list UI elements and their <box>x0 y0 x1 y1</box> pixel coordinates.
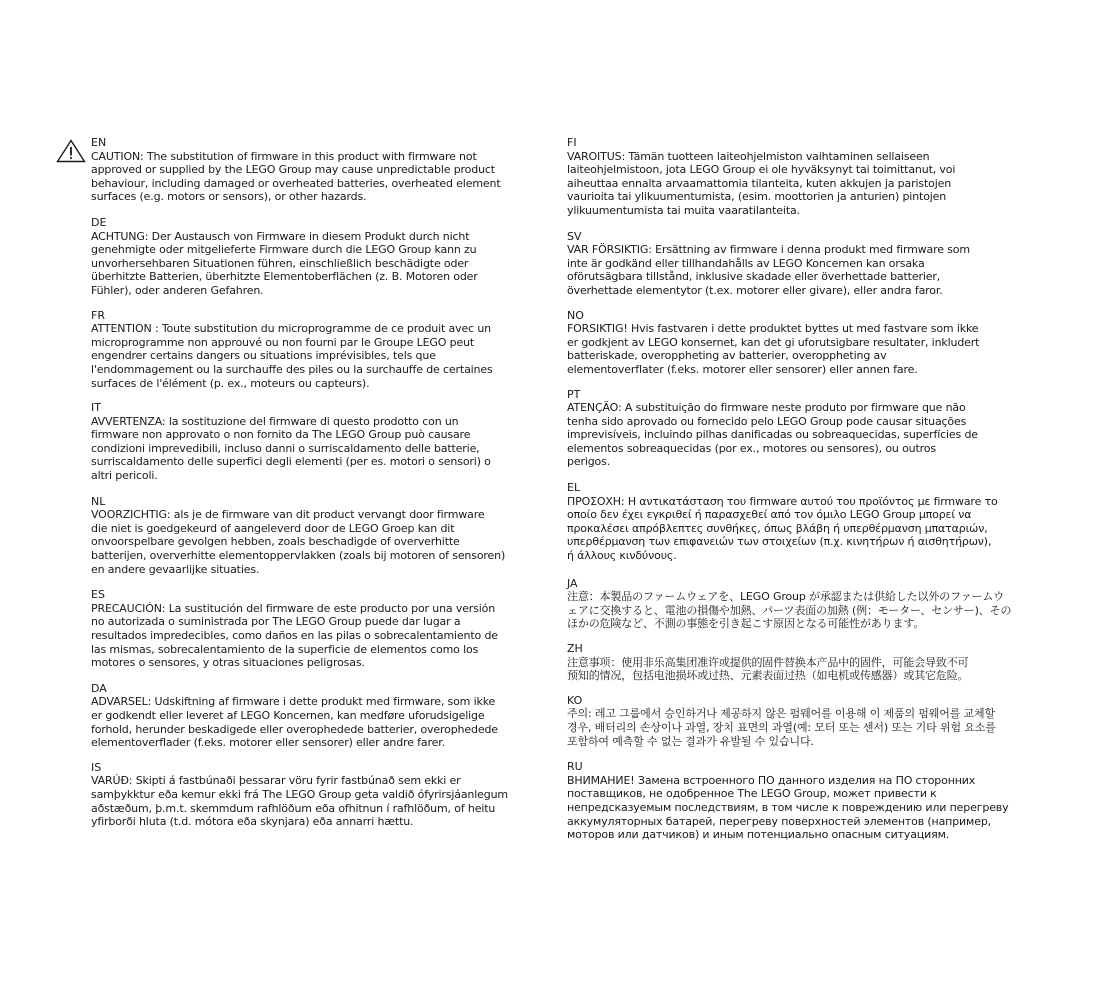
warning-section-it <box>91 401 551 483</box>
warning-text-line: aiheuttaa ennalta arvaamattomia tilanteita, kuten akkujen ja paristojen <box>567 176 952 190</box>
language-code: EN <box>91 136 107 149</box>
warning-text-line: er godkendt eller leveret af LEGO Koncernen, kan medføre uforudsigelige <box>91 708 485 722</box>
warning-text-line: motores o sensores, y otras situaciones peligrosas. <box>91 656 365 670</box>
warning-text-line: VARÚÐ: Skipti á fastbúnaði þessarar vöru fyrir fastbúnað sem ekki er <box>91 774 461 788</box>
left-column <box>91 124 551 829</box>
warning-text-line: AVVERTENZA: la sostituzione del firmware di questo prodotto con un <box>91 414 459 428</box>
warning-text-line: ATENÇÃO: A substituição do firmware neste produto por firmware que não <box>567 401 966 415</box>
warning-text-line: laiteohjelmistoon, jota LEGO Group ei ole hyväksynyt tai toimittanut, voi <box>567 163 956 177</box>
warning-text-line: 포함하여 예측할 수 없는 결과가 유발될 수 있습니다. <box>567 734 814 748</box>
warning-text-line: моторов или датчиков) и иным потенциально опасным ситуациям. <box>567 828 950 842</box>
warning-section-fr <box>91 309 551 391</box>
warning-text-line: VAR FÖRSIKTIG: Ersättning av firmware i denna produkt med firmware som <box>567 243 970 257</box>
warning-text-line: ylikuumentumista tai muita vaaratilanteita. <box>567 203 800 217</box>
warning-text-line: genehmigte oder mitgelieferte Firmware durch die LEGO Group kann zu <box>91 243 477 257</box>
warning-text-line: 주의: 레고 그룹에서 승인하거나 제공하지 않은 펌웨어를 이용해 이 제품의 펌웨어를 교체할 <box>567 707 995 721</box>
warning-text-line: elementoverflater (f.eks. motorer eller sensorer) eller annen fare. <box>567 362 918 376</box>
warning-text-line: überhitzte Batterien, überhitzte Elementoberflächen (z. B. Motoren oder <box>91 270 478 284</box>
warning-triangle-icon <box>56 139 86 163</box>
warning-text-line: 预知的情况，包括电池损坏或过热、元素表面过热（如电机或传感器）或其它危险。 <box>567 669 969 683</box>
language-code: IS <box>91 760 102 774</box>
warning-text-line: behaviour, including damaged or overheated batteries, overheated element <box>91 176 501 190</box>
warning-text-line: поставщиков, не одобренное The LEGO Group, может привести к <box>567 787 937 801</box>
language-code: EL <box>567 481 581 495</box>
warning-text-line: ATTENTION : Toute substitution du microprogramme de ce produit avec un <box>91 322 492 336</box>
warning-text-line: firmware non approvato o non fornito da The LEGO Group può causare <box>91 428 471 442</box>
warning-text-line: elementos sobreaquecidas (por ex., motores ou sensores), ou outros <box>567 441 936 455</box>
warning-text-line: inte är godkänd eller tillhandahålls av LEGO Koncernen kan orsaka <box>567 256 925 270</box>
language-code: ZH <box>567 642 583 655</box>
warning-text-line: ΠΡΟΣΟΧΗ: Η αντικατάσταση του firmware αυτού του προϊόντος με firmware το <box>567 494 998 508</box>
warning-section-ja <box>567 577 1042 631</box>
warning-text-line: microprogramme non approuvé ou non fourni par le Groupe LEGO peut <box>91 335 475 349</box>
warning-text-line: altri pericoli. <box>91 469 158 483</box>
warning-section-ko <box>567 694 1042 748</box>
warning-text-line: непредсказуемым последствиям, в том числе к повреждению или перегреву <box>567 800 1009 814</box>
warning-text-line: no autorizada o suministrada por The LEGO Group puede dar lugar a <box>91 615 461 629</box>
warning-text-line: l'endommagement ou la surchauffe des piles ou la surchauffe de certaines <box>91 362 493 376</box>
warning-text-line: FORSIKTIG! Hvis fastvaren i dette produktet byttes ut med fastvare som ikke <box>567 322 979 336</box>
warning-section-es <box>91 588 551 670</box>
warning-text-line: ほかの危険など、不測の事態を引き起こす原因となる可能性があります。 <box>567 617 925 631</box>
warning-text-line: προκαλέσει απρόβλεπτες συνθήκες, όπως βλάβη ή υπερθέρμανση μπαταριών, <box>567 521 988 535</box>
warning-section-el <box>567 481 1042 563</box>
warning-text-line: ェアに交換すると、電池の損傷や加熱、パーツ表面の加熱 (例：モーター、センサー)、その <box>567 603 1012 617</box>
warning-text-line: oförutsägbara tillstånd, inklusive skadade eller överhettade batterier, <box>567 270 941 284</box>
warning-text-line: yfirborði hluta (t.d. mótora eða skynjara) eða annarri hættu. <box>91 815 414 829</box>
warning-text-line: perigos. <box>567 455 611 469</box>
warning-text-line: VOORZICHTIG: als je de firmware van dit product vervangt door firmware <box>91 508 485 522</box>
language-code: RU <box>567 760 583 774</box>
warning-section-sv <box>567 230 1042 298</box>
language-code: PT <box>567 387 581 401</box>
warning-text-line: samþykktur eða kemur ekki frá The LEGO Group geta valdið ófyrirsjáanlegum <box>91 787 508 801</box>
warning-text-line: 경우, 배터리의 손상이나 과열, 장치 표면의 과열(예: 모터 또는 센서) 또는 기타 위험 요소를 <box>567 720 996 734</box>
warning-text-line: ВНИМАНИЕ! Замена встроенного ПО данного изделия на ПО сторонних <box>567 773 976 787</box>
warning-text-line: forhold, herunder beskadigede eller overophedede batterier, overophedede <box>91 722 498 736</box>
warning-text-line: ADVARSEL: Udskiftning af firmware i dette produkt med firmware, som ikke <box>91 695 496 709</box>
warning-text-line: surfaces (e.g. motors or sensors), or other hazards. <box>91 190 367 204</box>
warning-text-line: 注意：本製品のファームウェアを、LEGO Group が承認または供給した以外のファームウ <box>567 590 1005 604</box>
warning-section-ru <box>567 760 1042 842</box>
warning-text-line: die niet is goedgekeurd of aangeleverd door de LEGO Groep kan dit <box>91 521 455 535</box>
warning-text-line: аккумуляторных батарей, перегреву поверхностей элементов (например, <box>567 814 991 828</box>
warning-text-line: resultados impredecibles, como daños en las pilas o sobrecalentamiento de <box>91 629 498 642</box>
warning-text-line: imprevisíveis, incluindo pilhas danificadas ou sobreaquecidas, superfícies de <box>567 428 978 442</box>
warning-section-da <box>91 682 551 750</box>
warning-text-line: υπερθέρμανση των επιφανειών των στοιχείων (π.χ. κινητήρων ή αισθητήρων), <box>567 535 992 549</box>
language-code: FI <box>567 136 577 149</box>
warning-text-line: överhettade elementytor (t.ex. motorer eller givare), eller andra faror. <box>567 283 943 297</box>
warning-text-line: approved or supplied by the LEGO Group may cause unpredictable product <box>91 163 495 177</box>
warning-section-fi <box>567 136 1042 218</box>
warning-text-line: CAUTION: The substitution of firmware in this product with firmware not <box>91 149 477 163</box>
warning-text-line: οποίο δεν έχει εγκριθεί ή παρασχεθεί από τον όμιλο LEGO Group μπορεί να <box>567 508 972 522</box>
warning-text-line: surfaces de l'élément (p. ex., moteurs ou capteurs). <box>91 376 370 390</box>
warning-section-zh <box>567 642 1042 683</box>
warning-text-line: vaurioita tai ylikuumentumista, (esim. moottorien ja anturien) pintojen <box>567 190 947 204</box>
warning-text-line: surriscaldamento delle superfici degli elementi (per es. motori o sensori) o <box>91 455 491 469</box>
warning-text-line: PRECAUCIÓN: La sustitución del firmware de este producto por una versión <box>91 601 496 615</box>
warning-text-line: condizioni imprevedibili, incluso danni o surriscaldamento delle batterie, <box>91 441 480 455</box>
warning-text-line: ACHTUNG: Der Austausch von Firmware in diesem Produkt durch nicht <box>91 229 470 243</box>
language-code: DE <box>91 215 107 229</box>
warning-text-line: VAROITUS: Tämän tuotteen laiteohjelmiston vaihtaminen sellaiseen <box>567 149 930 163</box>
language-code: JA <box>567 576 578 590</box>
language-code: DA <box>91 681 107 695</box>
warning-text-line: engendrer certains dangers ou situations imprévisibles, tels que <box>91 349 436 363</box>
language-code: SV <box>567 229 582 243</box>
language-code: ES <box>91 588 105 602</box>
warning-text-line: unvorhersehbaren Situationen führen, einschließlich beschädigte oder <box>91 256 469 270</box>
language-code: NO <box>567 308 584 322</box>
warning-text-line: 注意事项：使用非乐高集团准许或提供的固件替换本产品中的固件，可能会导致不可 <box>567 655 969 669</box>
warning-text-line: en andere gevaarlijke situaties. <box>91 562 260 576</box>
language-code: KO <box>567 693 583 707</box>
warning-section-nl <box>91 495 551 577</box>
warning-section-no <box>567 309 1042 377</box>
warning-section-is <box>91 761 551 829</box>
warning-text-line: las mismas, sobrecalentamiento de la superficie de elementos como los <box>91 642 479 656</box>
warning-section-de <box>91 216 551 298</box>
language-code: FR <box>91 308 105 322</box>
language-code: NL <box>91 494 106 508</box>
warning-text-line: er godkjent av LEGO konsernet, kan det gi uforutsigbare resultater, inkludert <box>567 335 980 349</box>
right-column <box>567 124 1042 842</box>
warning-text-line: aðstæðum, þ.m.t. skemmdum rafhlöðum eða ofhitnun í rafhlöðum, of heitu <box>91 801 496 815</box>
warning-text-line: ή άλλους κινδύνους. <box>567 549 677 563</box>
warning-text-line: batteriskade, overoppheting av batterier, overoppheting av <box>567 349 887 363</box>
warning-text-line: batterijen, oververhitte elementoppervlakken (zoals bij motoren of sensoren) <box>91 549 506 563</box>
warning-section-en <box>91 136 551 204</box>
warning-text-line: Fühler), oder anderen Gefahren. <box>91 283 264 297</box>
warning-section-pt <box>567 388 1042 470</box>
warning-text-line: elementoverflader (f.eks. motorer eller sensorer) eller andre farer. <box>91 736 445 750</box>
warning-text-line: onvoorspelbare gevolgen hebben, zoals beschadigde of oververhitte <box>91 535 460 549</box>
language-code: IT <box>91 401 101 415</box>
warning-text-line: tenha sido aprovado ou fornecido pelo LEGO Group pode causar situações <box>567 414 967 428</box>
